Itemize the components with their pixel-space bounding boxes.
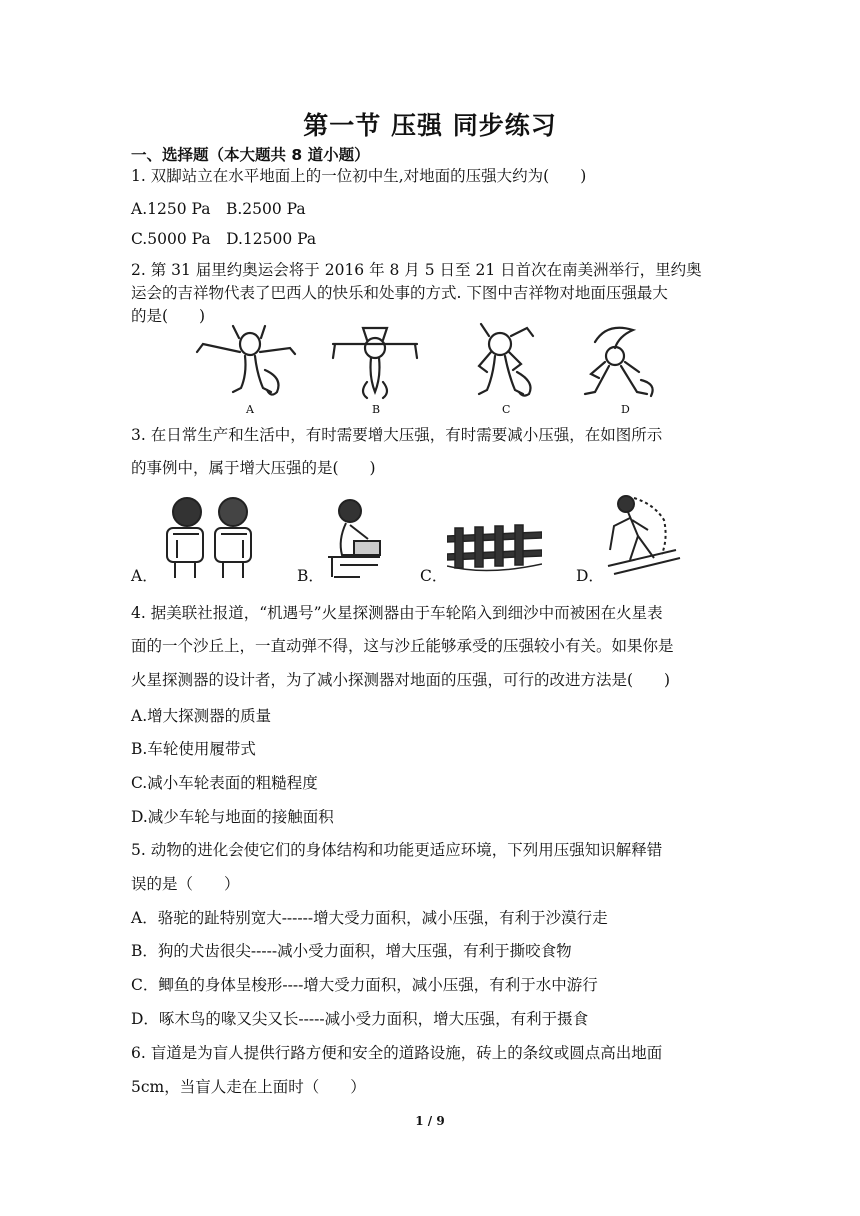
railway-track-image xyxy=(447,518,542,578)
q6-stem-line1: 6. 盲道是为盲人提供行路方便和安全的道路设施，砖上的条纹或圆点高出地面 xyxy=(131,1044,663,1062)
page-number: 1 / 9 xyxy=(415,1114,445,1128)
q2-stem-line2: 运会的吉祥物代表了巴西人的快乐和处事的方式. 下图中吉祥物对地面压强最大 xyxy=(131,284,668,302)
q4-option-c: C.减小车轮表面的粗糙程度 xyxy=(131,774,318,792)
q4-option-b: B.车轮使用履带式 xyxy=(131,740,256,758)
mascot-d-figure xyxy=(585,328,653,396)
q4-option-a: A.增大探测器的质量 xyxy=(131,707,272,725)
backpack-children-image xyxy=(155,490,265,580)
mascot-c-figure xyxy=(479,324,533,396)
q5-option-d: D．啄木鸟的喙又尖又长-----减小受力面积，增大压强，有利于摄食 xyxy=(131,1010,589,1028)
q2-stem-line1: 2. 第 31 届里约奥运会将于 2016 年 8 月 5 日至 21 日首次在南美洲举行，里约奥 xyxy=(131,261,702,279)
q5-option-c: C．鲫鱼的身体呈梭形----增大受力面积，减小压强，有利于水中游行 xyxy=(131,976,598,994)
q3-stem-line2: 的事例中，属于增大压强的是( ) xyxy=(131,459,376,477)
q2-stem-line3: 的是( ) xyxy=(131,307,206,325)
q5-option-a: A．骆驼的趾特别宽大------增大受力面积，减小压强，有利于沙漠行走 xyxy=(131,909,608,927)
q1-options-cd: C.5000 Pa D.12500 Pa xyxy=(131,230,317,248)
q3-option-b: B． xyxy=(297,567,324,585)
q1-options-ab: A.1250 Pa B.2500 Pa xyxy=(131,200,306,218)
q4-stem-line2: 面的一个沙丘上，一直动弹不得，这与沙丘能够承受的压强较小有关。如果你是 xyxy=(131,637,674,655)
q6-stem-line2: 5cm，当盲人走在上面时（ ） xyxy=(131,1078,366,1096)
q5-stem-line2: 误的是（ ） xyxy=(131,875,240,893)
q3-option-c: C． xyxy=(420,567,448,585)
q2-caption-b: B xyxy=(372,403,381,416)
page-title: 第一节 压强 同步练习 xyxy=(303,111,557,140)
girl-cutting-image xyxy=(320,495,390,580)
q3-option-d: D． xyxy=(576,567,604,585)
q1-stem: 1. 双脚站立在水平地面上的一位初中生,对地面的压强大约为( ) xyxy=(131,167,587,185)
q4-option-d: D.减少车轮与地面的接触面积 xyxy=(131,808,334,826)
mascot-b-figure xyxy=(333,328,417,398)
q2-caption-a: A xyxy=(246,403,254,416)
q2-caption-d: D xyxy=(621,403,630,416)
q4-stem-line3: 火星探测器的设计者，为了减小探测器对地面的压强，可行的改进方法是( ) xyxy=(131,671,671,689)
q5-stem-line1: 5. 动物的进化会使它们的身体结构和功能更适应环境，下列用压强知识解释错 xyxy=(131,841,663,859)
q5-option-b: B．狗的犬齿很尖-----减小受力面积，增大压强，有利于撕咬食物 xyxy=(131,942,572,960)
q2-caption-c: C xyxy=(502,403,511,416)
mascot-a-figure xyxy=(197,326,295,395)
q4-stem-line1: 4. 据美联社报道，“机遇号”火星探测器由于车轮陷入到细沙中而被困在火星表 xyxy=(131,604,663,622)
q3-option-a: A． xyxy=(131,567,158,585)
section-heading: 一、选择题（本大题共 8 道小题） xyxy=(131,146,370,164)
skier-image xyxy=(604,490,684,582)
q3-stem-line1: 3. 在日常生产和生活中，有时需要增大压强，有时需要减小压强，在如图所示 xyxy=(131,426,663,444)
mascot-figures xyxy=(195,322,675,402)
